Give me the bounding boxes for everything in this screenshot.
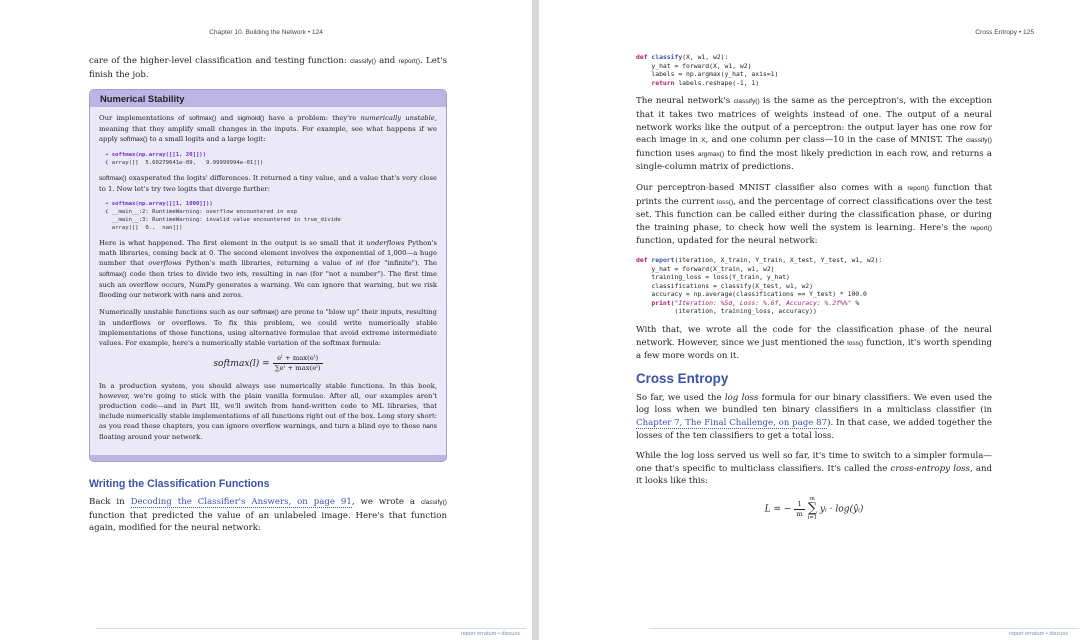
page-link[interactable]: Chapter 7, The Final Challenge, on page 87	[636, 418, 828, 429]
section-heading: Cross Entropy	[636, 370, 729, 386]
sidebar-paragraph: Numerically unstable functions such as our softmax() are prone to "blow up" their inputs, resulting in underflows or overflows. To fix this problem, we could write numerically stable implementations of those functions, using alternative formulae that avoid extreme intermediate values. For example, here's a numerically stable variation of the softmax formula:	[99, 308, 437, 348]
body-paragraph: With that, we wrote all the code for the classification phase of the neural network. However, since we just mentioned the loss() function, it's worth spending a few more words on it.	[636, 325, 992, 362]
cross-entropy-formula: L = − $\frac{1}{m}$ m ∑ i=1 yᵢ · log(ŷᵢ)	[764, 496, 864, 521]
left-page	[0, 0, 532, 640]
body-paragraph: So far, we used the log loss formula for our binary classifiers. We even used the log loss when we bundled ten binary classifiers in a multiclass classifier (in Chapter 7, The Final Challenge, on page 87). In that case, we added together the losses of the ten classifiers to get a total loss.	[636, 392, 992, 441]
report-code: def report(iteration, X_train, Y_train, X_test, Y_test, w1, w2): y_hat = forward(X_train, w1, w2) training_loss = loss(Y_train, y_hat) classifications = classify(X_test, w1, w2) accuracy = np.average(classifications == Y_test) * 100.0 print("Iteration: %5d, Loss: %.6f, Accuracy: %.2f%%" % (iteration, training_loss, accuracy))	[636, 255, 883, 316]
right-page-content	[636, 53, 992, 530]
body-paragraph: Back in Decoding the Classifier's Answers, on page 91, we wrote a classify() function that predicted the value of an unlabeled image. Here's that function again, modified for the neural network:	[89, 497, 447, 534]
page-gutter	[532, 0, 539, 640]
sidebar-paragraph: softmax() exasperated the logits' differences. It returned a tiny value, and a value that's very close to 1. Now let's try two logits that diverge further:	[99, 174, 437, 194]
intro-paragraph: care of the higher-level classification and testing function: classify() and report(). Let's finish the job.	[89, 56, 448, 80]
sidebar-title: Numerical Stability	[90, 90, 446, 107]
code-snippet: ➔ softmax(np.array([[1, 1000]])) ❮ __main__:2: RuntimeWarning: overflow encountered in exp __main__:3: RuntimeWarning: invalid value encountered in true_divide array([[ 0., nan]])	[105, 201, 341, 232]
sidebar-paragraph: In a production system, you should always use numerically stable functions. In this book, however, we're going to stick with the plain vanilla formulae. After all, our examples aren't production code—and in Part III, we'll switch from hand-written code to ML libraries, that include numerically stable implementations of all functions right out of the box. Long story short: as you read these chapters, you can ignore overflow warnings, and turn a blind eye to those nans floating around your network.	[99, 382, 437, 442]
classify-code: def classify(X, w1, w2): y_hat = forward(X, w1, w2) labels = np.argmax(y_hat, axis=1) return labels.reshape(-1, 1)	[636, 53, 779, 87]
right-page-header: Cross Entropy • 125	[975, 29, 1034, 36]
report-erratum-link[interactable]: report erratum • discuss	[1008, 631, 1068, 637]
body-paragraph: While the log loss served us well so far, it's time to switch to a simpler formula—one that's specific to multiclass classifiers. It's called the cross-entropy loss, and it looks like this:	[636, 451, 992, 487]
page-link[interactable]: Decoding the Classifier's Answers, on page 91	[130, 497, 352, 508]
code-snippet: ➔ softmax(np.array([[1, 20]])) ❮ array([[ 5.60279641e-09, 9.99999994e-01]])	[105, 152, 264, 167]
sidebar-paragraph: Here is what happened. The first element in the output is so small that it underflows Python's math libraries, coming back at 0. The second element involves the exponential of 1,000—a huge number that overflows Python's math libraries, returning a value of inf (for "infinite"). The softmax() code then tries to divide two infs, resulting in nan (for "not a number"). The first time such an overflow occurs, NumPy generates a warning. We can ignore that warning, but we risk flooding our network with nans and zeros.	[99, 239, 437, 300]
softmax-formula: softmax(l) = $\frac{\text{eˡ + max(eˡ)}}{\text{∑eˡ + max(eˡ)}}$	[213, 354, 321, 373]
sidebar-paragraph: Our implementations of softmax() and sigmoid() have a problem: they're numerically unstable, meaning that they amplify small changes in the inputs. For example, see what happens if we apply softmax() to a small logits and a large logit:	[99, 114, 437, 144]
body-paragraph: The neural network's classify() is the same as the perceptron's, with the exception that it takes two matrices of weights instead of one. The output of a neural network works like the output of a perceptron: the output layer has one row for each image in X, and one column per class—10 in the case of MNIST. The classify() function uses argmax() to find the most likely prediction in each row, and returns a single-column matrix of predictions.	[636, 96, 992, 173]
body-paragraph: Our perceptron-based MNIST classifier also comes with a report() function that prints the current loss(), and the percentage of correct classifications over the test set. This function can be called either during the classification phase, or during the training phase, to check how well the system is learning. Here's the report() function, updated for the neural network:	[636, 182, 992, 247]
right-page	[539, 0, 1080, 640]
left-page-content	[89, 55, 447, 543]
report-erratum-link[interactable]: report erratum • discuss	[460, 631, 520, 637]
subheading: Writing the Classification Functions	[89, 478, 270, 491]
numerical-stability-sidebar	[89, 89, 447, 462]
left-page-header: Chapter 10. Building the Network • 124	[209, 29, 323, 36]
